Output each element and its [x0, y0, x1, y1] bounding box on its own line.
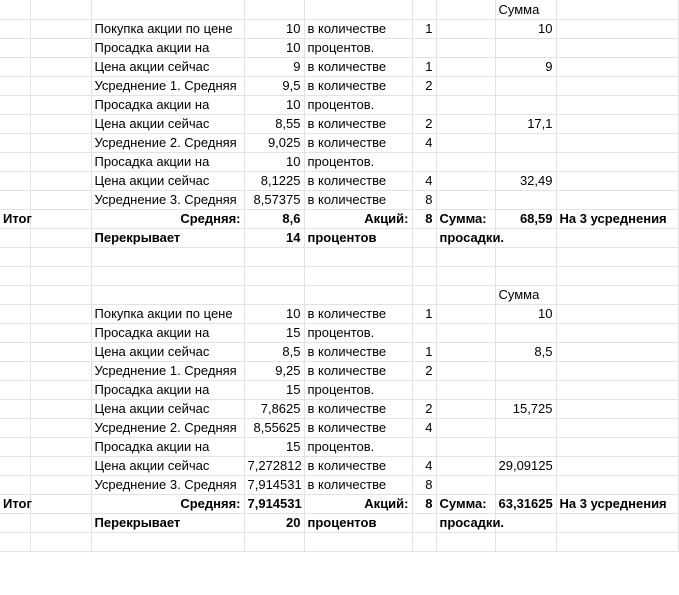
empty-cell[interactable] — [0, 380, 30, 399]
row-label[interactable]: Усреднение 2. Средняя — [91, 418, 244, 437]
row-word[interactable]: в количестве — [304, 418, 412, 437]
empty-cell[interactable] — [436, 342, 495, 361]
empty-cell[interactable] — [556, 513, 678, 532]
empty-cell[interactable] — [556, 19, 678, 38]
empty-cell[interactable] — [412, 266, 436, 285]
empty-cell[interactable] — [30, 0, 91, 19]
row-qty[interactable] — [412, 95, 436, 114]
empty-cell[interactable] — [495, 266, 556, 285]
empty-cell[interactable] — [436, 114, 495, 133]
empty-cell[interactable] — [91, 532, 244, 551]
row-label[interactable]: Усреднение 3. Средняя — [91, 475, 244, 494]
row-sum[interactable]: 8,5 — [495, 342, 556, 361]
empty-cell[interactable] — [436, 152, 495, 171]
empty-cell[interactable] — [244, 247, 304, 266]
empty-cell[interactable] — [436, 456, 495, 475]
row-label[interactable]: Просадка акции на — [91, 38, 244, 57]
empty-cell[interactable] — [0, 247, 30, 266]
row-qty[interactable]: 4 — [412, 133, 436, 152]
empty-cell[interactable] — [0, 437, 30, 456]
empty-cell[interactable] — [30, 399, 91, 418]
empty-cell[interactable] — [91, 0, 244, 19]
empty-cell[interactable] — [412, 532, 436, 551]
table-row — [0, 95, 678, 114]
empty-cell[interactable] — [556, 152, 678, 171]
empty-cell[interactable] — [30, 209, 91, 228]
row-label[interactable]: Просадка акции на — [91, 380, 244, 399]
row-label[interactable]: Цена акции сейчас — [91, 399, 244, 418]
empty-cell[interactable] — [436, 361, 495, 380]
row-value[interactable]: 10 — [244, 95, 304, 114]
empty-cell[interactable] — [0, 114, 30, 133]
table-row — [0, 190, 678, 209]
empty-cell[interactable] — [436, 57, 495, 76]
empty-cell[interactable] — [436, 133, 495, 152]
empty-cell[interactable] — [436, 437, 495, 456]
row-word[interactable]: в количестве — [304, 304, 412, 323]
row-qty[interactable]: 1 — [412, 342, 436, 361]
sum-value[interactable]: 63,31625 — [495, 494, 556, 513]
empty-cell[interactable] — [556, 380, 678, 399]
row-qty[interactable]: 4 — [412, 171, 436, 190]
empty-cell[interactable] — [556, 437, 678, 456]
total-note[interactable]: На 3 усреднения — [556, 209, 678, 228]
empty-cell[interactable] — [0, 475, 30, 494]
table-row — [0, 456, 678, 475]
empty-cell[interactable] — [0, 304, 30, 323]
empty-cell[interactable] — [0, 361, 30, 380]
empty-cell[interactable] — [0, 456, 30, 475]
cover-label[interactable]: Перекрывает — [91, 513, 244, 532]
empty-cell[interactable] — [0, 532, 30, 551]
empty-cell[interactable] — [0, 38, 30, 57]
row-qty[interactable]: 4 — [412, 456, 436, 475]
cover-row — [0, 513, 678, 532]
empty-cell[interactable] — [436, 399, 495, 418]
empty-cell[interactable] — [436, 418, 495, 437]
table-row — [0, 76, 678, 95]
cover-tail[interactable]: просадки. — [436, 228, 495, 247]
table-row — [0, 152, 678, 171]
table-row — [0, 342, 678, 361]
sum-header[interactable]: Сумма — [495, 0, 556, 19]
empty-cell[interactable] — [436, 323, 495, 342]
row-value[interactable]: 8,5 — [244, 342, 304, 361]
empty-cell[interactable] — [30, 361, 91, 380]
empty-cell[interactable] — [556, 361, 678, 380]
table-row — [0, 323, 678, 342]
row-label[interactable]: Усреднение 1. Средняя — [91, 361, 244, 380]
empty-cell[interactable] — [0, 342, 30, 361]
empty-cell[interactable] — [30, 171, 91, 190]
row-sum[interactable] — [495, 38, 556, 57]
row-word[interactable]: процентов. — [304, 323, 412, 342]
header-row — [0, 0, 678, 19]
row-value[interactable]: 7,8625 — [244, 399, 304, 418]
row-value[interactable]: 7,914531 — [244, 475, 304, 494]
empty-cell[interactable] — [436, 266, 495, 285]
empty-cell[interactable] — [436, 171, 495, 190]
empty-cell[interactable] — [436, 0, 495, 19]
empty-cell[interactable] — [30, 418, 91, 437]
row-sum[interactable] — [495, 418, 556, 437]
avg-value[interactable]: 7,914531 — [244, 494, 304, 513]
empty-cell[interactable] — [556, 418, 678, 437]
empty-cell[interactable] — [556, 190, 678, 209]
empty-cell[interactable] — [436, 76, 495, 95]
row-sum[interactable]: 10 — [495, 19, 556, 38]
empty-cell[interactable] — [556, 323, 678, 342]
row-word[interactable]: процентов. — [304, 437, 412, 456]
empty-cell[interactable] — [0, 513, 30, 532]
table-row — [0, 361, 678, 380]
row-value[interactable]: 10 — [244, 152, 304, 171]
empty-cell[interactable] — [556, 304, 678, 323]
empty-cell[interactable] — [556, 114, 678, 133]
row-value[interactable]: 8,55 — [244, 114, 304, 133]
empty-cell[interactable] — [30, 57, 91, 76]
empty-cell[interactable] — [0, 0, 30, 19]
empty-cell[interactable] — [436, 285, 495, 304]
empty-cell[interactable] — [91, 266, 244, 285]
table-row — [0, 380, 678, 399]
table-row — [0, 171, 678, 190]
row-sum[interactable] — [495, 190, 556, 209]
row-word[interactable]: в количестве — [304, 171, 412, 190]
empty-cell[interactable] — [495, 513, 556, 532]
row-value[interactable]: 15 — [244, 380, 304, 399]
empty-cell[interactable] — [556, 228, 678, 247]
empty-cell[interactable] — [495, 247, 556, 266]
empty-cell[interactable] — [556, 266, 678, 285]
row-value[interactable]: 9 — [244, 57, 304, 76]
row-label[interactable]: Покупка акции по цене — [91, 19, 244, 38]
empty-cell[interactable] — [556, 171, 678, 190]
row-value[interactable]: 9,25 — [244, 361, 304, 380]
empty-cell[interactable] — [0, 171, 30, 190]
cover-value[interactable]: 20 — [244, 513, 304, 532]
sum-value[interactable]: 68,59 — [495, 209, 556, 228]
empty-cell[interactable] — [30, 494, 91, 513]
empty-row — [0, 247, 678, 266]
table-row — [0, 133, 678, 152]
cover-label[interactable]: Перекрывает — [91, 228, 244, 247]
sum-label[interactable]: Сумма: — [436, 209, 495, 228]
row-qty[interactable]: 2 — [412, 361, 436, 380]
empty-cell[interactable] — [412, 0, 436, 19]
row-word[interactable]: процентов. — [304, 38, 412, 57]
empty-cell[interactable] — [0, 190, 30, 209]
empty-cell[interactable] — [495, 228, 556, 247]
shares-value[interactable]: 8 — [412, 494, 436, 513]
empty-cell[interactable] — [304, 285, 412, 304]
empty-cell[interactable] — [304, 266, 412, 285]
empty-cell[interactable] — [0, 418, 30, 437]
empty-cell[interactable] — [30, 304, 91, 323]
empty-cell[interactable] — [436, 380, 495, 399]
row-label[interactable]: Цена акции сейчас — [91, 114, 244, 133]
row-sum[interactable] — [495, 437, 556, 456]
empty-cell[interactable] — [244, 285, 304, 304]
row-value[interactable]: 10 — [244, 19, 304, 38]
empty-cell[interactable] — [556, 95, 678, 114]
table-row — [0, 38, 678, 57]
cover-word[interactable]: процентов — [304, 228, 412, 247]
empty-cell[interactable] — [556, 133, 678, 152]
row-sum[interactable] — [495, 361, 556, 380]
empty-cell[interactable] — [412, 285, 436, 304]
empty-cell[interactable] — [0, 133, 30, 152]
row-qty[interactable] — [412, 437, 436, 456]
row-sum[interactable] — [495, 95, 556, 114]
empty-cell[interactable] — [556, 0, 678, 19]
row-qty[interactable] — [412, 323, 436, 342]
row-sum[interactable] — [495, 133, 556, 152]
empty-cell[interactable] — [30, 342, 91, 361]
row-sum[interactable]: 17,1 — [495, 114, 556, 133]
sum-label[interactable]: Сумма: — [436, 494, 495, 513]
empty-cell[interactable] — [244, 0, 304, 19]
row-label[interactable]: Цена акции сейчас — [91, 171, 244, 190]
row-word[interactable]: в количестве — [304, 475, 412, 494]
empty-cell[interactable] — [304, 532, 412, 551]
row-label[interactable]: Просадка акции на — [91, 437, 244, 456]
empty-cell[interactable] — [436, 304, 495, 323]
row-qty[interactable] — [412, 38, 436, 57]
empty-cell[interactable] — [556, 456, 678, 475]
empty-cell[interactable] — [91, 285, 244, 304]
row-qty[interactable] — [412, 152, 436, 171]
empty-cell[interactable] — [0, 266, 30, 285]
cover-tail[interactable]: просадки. — [436, 513, 495, 532]
row-qty[interactable]: 2 — [412, 114, 436, 133]
cover-row — [0, 228, 678, 247]
empty-cell[interactable] — [304, 0, 412, 19]
empty-cell[interactable] — [556, 247, 678, 266]
row-label[interactable]: Цена акции сейчас — [91, 57, 244, 76]
empty-cell[interactable] — [0, 76, 30, 95]
row-sum[interactable] — [495, 323, 556, 342]
empty-cell[interactable] — [244, 532, 304, 551]
row-word[interactable]: в количестве — [304, 19, 412, 38]
row-sum[interactable]: 32,49 — [495, 171, 556, 190]
row-word[interactable]: в количестве — [304, 399, 412, 418]
empty-cell[interactable] — [30, 532, 91, 551]
itog-label[interactable]: Итог — [0, 494, 30, 513]
row-qty[interactable]: 1 — [412, 57, 436, 76]
empty-cell[interactable] — [436, 190, 495, 209]
empty-cell[interactable] — [304, 247, 412, 266]
empty-cell[interactable] — [0, 228, 30, 247]
row-label[interactable]: Просадка акции на — [91, 323, 244, 342]
empty-cell[interactable] — [412, 247, 436, 266]
empty-cell[interactable] — [30, 247, 91, 266]
row-word[interactable]: в количестве — [304, 361, 412, 380]
row-word[interactable]: процентов. — [304, 152, 412, 171]
empty-cell[interactable] — [0, 323, 30, 342]
table-row — [0, 57, 678, 76]
empty-cell[interactable] — [30, 323, 91, 342]
row-qty[interactable]: 2 — [412, 76, 436, 95]
empty-cell[interactable] — [436, 247, 495, 266]
row-sum[interactable]: 15,725 — [495, 399, 556, 418]
empty-cell[interactable] — [0, 95, 30, 114]
empty-cell[interactable] — [436, 475, 495, 494]
empty-cell[interactable] — [0, 152, 30, 171]
empty-cell[interactable] — [556, 285, 678, 304]
row-label[interactable]: Просадка акции на — [91, 152, 244, 171]
row-qty[interactable]: 1 — [412, 304, 436, 323]
empty-cell[interactable] — [30, 133, 91, 152]
sum-header[interactable]: Сумма — [495, 285, 556, 304]
row-value[interactable]: 10 — [244, 304, 304, 323]
table-row — [0, 19, 678, 38]
row-label[interactable]: Покупка акции по цене — [91, 304, 244, 323]
empty-cell[interactable] — [412, 228, 436, 247]
empty-cell[interactable] — [0, 57, 30, 76]
empty-cell[interactable] — [30, 380, 91, 399]
row-word[interactable]: в количестве — [304, 76, 412, 95]
empty-cell[interactable] — [436, 19, 495, 38]
empty-cell[interactable] — [91, 247, 244, 266]
empty-cell[interactable] — [30, 95, 91, 114]
row-label[interactable]: Цена акции сейчас — [91, 456, 244, 475]
empty-cell[interactable] — [0, 399, 30, 418]
empty-cell[interactable] — [436, 532, 495, 551]
row-value[interactable]: 9,5 — [244, 76, 304, 95]
row-value[interactable]: 8,57375 — [244, 190, 304, 209]
empty-cell[interactable] — [436, 38, 495, 57]
empty-cell[interactable] — [30, 456, 91, 475]
empty-cell[interactable] — [30, 513, 91, 532]
table-row — [0, 399, 678, 418]
total-note[interactable]: На 3 усреднения — [556, 494, 678, 513]
row-word[interactable]: в количестве — [304, 456, 412, 475]
shares-value[interactable]: 8 — [412, 209, 436, 228]
empty-cell[interactable] — [436, 95, 495, 114]
empty-cell[interactable] — [556, 342, 678, 361]
empty-cell[interactable] — [30, 38, 91, 57]
row-sum[interactable] — [495, 76, 556, 95]
row-sum[interactable] — [495, 380, 556, 399]
empty-cell[interactable] — [30, 285, 91, 304]
shares-label[interactable]: Акций: — [304, 494, 412, 513]
empty-cell[interactable] — [30, 19, 91, 38]
row-value[interactable]: 15 — [244, 323, 304, 342]
row-sum[interactable]: 29,09125 — [495, 456, 556, 475]
row-sum[interactable] — [495, 152, 556, 171]
empty-cell[interactable] — [556, 475, 678, 494]
empty-cell[interactable] — [30, 266, 91, 285]
empty-cell[interactable] — [30, 437, 91, 456]
row-label[interactable]: Просадка акции на — [91, 95, 244, 114]
row-label[interactable]: Усреднение 2. Средняя — [91, 133, 244, 152]
avg-value[interactable]: 8,6 — [244, 209, 304, 228]
avg-label[interactable]: Средняя: — [91, 494, 244, 513]
row-word[interactable]: в количестве — [304, 57, 412, 76]
row-word[interactable]: в количестве — [304, 114, 412, 133]
row-value[interactable]: 9,025 — [244, 133, 304, 152]
row-value[interactable]: 10 — [244, 38, 304, 57]
table-row — [0, 114, 678, 133]
empty-cell[interactable] — [556, 38, 678, 57]
cover-word[interactable]: процентов — [304, 513, 412, 532]
empty-cell[interactable] — [30, 190, 91, 209]
row-label[interactable]: Усреднение 3. Средняя — [91, 190, 244, 209]
empty-cell[interactable] — [556, 76, 678, 95]
empty-cell[interactable] — [30, 76, 91, 95]
row-value[interactable]: 7,272812 — [244, 456, 304, 475]
empty-cell[interactable] — [0, 285, 30, 304]
row-value[interactable]: 8,55625 — [244, 418, 304, 437]
empty-cell[interactable] — [0, 19, 30, 38]
empty-cell[interactable] — [30, 152, 91, 171]
row-qty[interactable]: 1 — [412, 19, 436, 38]
row-sum[interactable]: 9 — [495, 57, 556, 76]
table-row — [0, 437, 678, 456]
cover-value[interactable]: 14 — [244, 228, 304, 247]
total-row — [0, 209, 678, 228]
row-value[interactable]: 8,1225 — [244, 171, 304, 190]
row-word[interactable]: в количестве — [304, 133, 412, 152]
row-word[interactable]: процентов. — [304, 380, 412, 399]
total-row — [0, 494, 678, 513]
row-qty[interactable] — [412, 380, 436, 399]
row-qty[interactable]: 8 — [412, 475, 436, 494]
empty-row — [0, 532, 678, 551]
shares-label[interactable]: Акций: — [304, 209, 412, 228]
empty-cell[interactable] — [244, 266, 304, 285]
itog-label[interactable]: Итог — [0, 209, 30, 228]
empty-cell[interactable] — [30, 228, 91, 247]
row-sum[interactable]: 10 — [495, 304, 556, 323]
table-row — [0, 475, 678, 494]
row-label[interactable]: Цена акции сейчас — [91, 342, 244, 361]
empty-cell[interactable] — [556, 57, 678, 76]
row-value[interactable]: 15 — [244, 437, 304, 456]
empty-cell[interactable] — [412, 513, 436, 532]
row-qty[interactable]: 4 — [412, 418, 436, 437]
empty-cell[interactable] — [30, 475, 91, 494]
row-word[interactable]: в количестве — [304, 342, 412, 361]
avg-label[interactable]: Средняя: — [91, 209, 244, 228]
empty-row — [0, 266, 678, 285]
header-row — [0, 285, 678, 304]
table-row — [0, 418, 678, 437]
empty-cell[interactable] — [495, 532, 556, 551]
row-sum[interactable] — [495, 475, 556, 494]
row-word[interactable]: процентов. — [304, 95, 412, 114]
row-label[interactable]: Усреднение 1. Средняя — [91, 76, 244, 95]
empty-cell[interactable] — [30, 114, 91, 133]
row-qty[interactable]: 2 — [412, 399, 436, 418]
empty-cell[interactable] — [556, 399, 678, 418]
row-qty[interactable]: 8 — [412, 190, 436, 209]
row-word[interactable]: в количестве — [304, 190, 412, 209]
empty-cell[interactable] — [556, 532, 678, 551]
table-row — [0, 304, 678, 323]
